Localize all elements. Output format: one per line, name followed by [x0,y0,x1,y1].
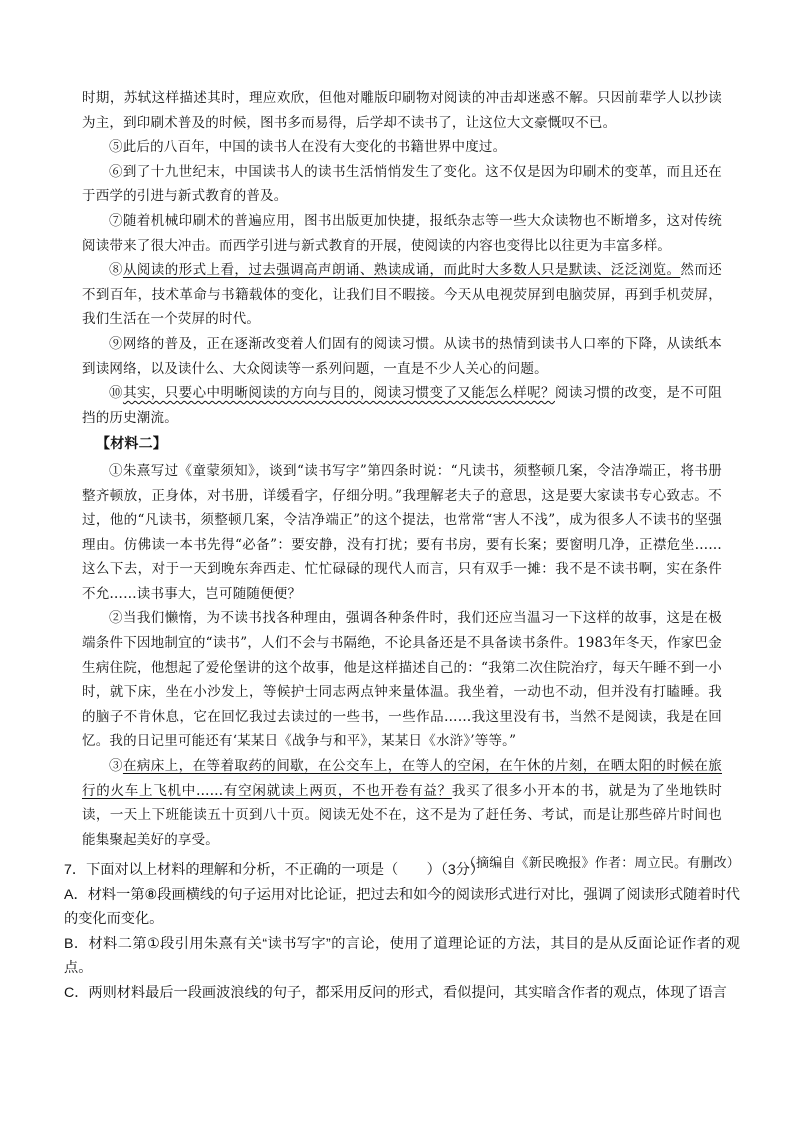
paragraph-10-wavy-sentence: 其实，只要心中明晰阅读的方向与目的，阅读习惯变了又能怎么样呢？ [122,385,555,402]
question-7 [64,858,740,1005]
question-7-option-a[interactable]: A．材料一第⑧段画横线的句子运用对比论证，把过去和如今的阅读形式进行对比，强调了阅读形式随着时代的变化而变化。 [64,886,740,927]
source-citation: （摘编自《新民晚报》作者：周立民。有删改） [462,856,740,872]
paragraph-continuation-line-1: 时期，苏轼这样描述其时，理应欢欣，但他对雕版印刷物对阅读的冲击却迷惑不解。只因前辈学人以抄读为主， [82,90,722,131]
material-two-paragraph-3-marker: ③ [109,758,123,775]
paragraph-8 [82,258,722,332]
question-7-stem: 7．下面对以上材料的理解和分析，不正确的一项是（ ）（3分） [64,862,485,878]
material-two-paragraph-3-wavy-sentence: 在病床上，在等着取药的间歇，在公交车上，在等人的空闲，在午休的片刻，在晒太阳的时候在旅行的火车上飞机中……有空闲就读上两页，不也开卷有益？ [82,758,722,799]
question-7-option-b[interactable]: B．材料二第①段引用朱熹有关“读书写字”的言论，使用了道理论证的方法，其目的是从反面论证作者的观点。 [64,935,740,976]
paragraph-10-rest: 阅读习惯的改变，是不可阻挡的历史潮流。 [82,385,722,426]
paragraph-9: ⑨网络的普及，正在逐渐改变着人们固有的阅读习惯。从读书的热情到读书人口率的下降，从读纸本到读网络，以及读什么、大众阅读等一系列问题，一直是不少人关心的问题。 [82,335,722,377]
question-7-option-c[interactable]: C．两则材料最后一段画波浪线的句子，都采用反问的形式，看似提问，其实暗含作者的观点，体现了语言 [64,984,727,1001]
paragraph-continuation-line-2: 到印刷术普及的时候，图书多而易得，后学却不读书了，让这位大文豪慨叹不已。 [123,114,617,131]
material-two-paragraph-3 [82,754,722,852]
paragraph-5: ⑤此后的八百年，中国的读书人在没有大变化的书籍世界中度过。 [109,139,507,156]
paragraph-10-marker: ⑩ [109,385,123,402]
paragraph-8-rest: 然而还不到百年，技术革命与书籍载体的变化，让我们目不暇接。今天从电视荧屏到电脑荧屏，再到手机荧屏，我们生活在一个荧屏的时代。 [82,262,722,328]
material-two-paragraph-2: ②当我们懒惰，为不读书找各种理由，强调各种条件时，我们还应当温习一下这样的故事，这是在极端条件下因地制宜的“读书”，人们不会与书隔绝，不论具备还是不具备读书条件。1983年冬天，作家巴金生病住院，他想起了爱伦堡讲的这个故事，他是这样描述自己的：“我第二次住院治疗，每天午睡不到一小时，就下床，坐在小沙发上，等候护士同志两点钟来量体温。我坐着，一动也不动，但并没有打瞌睡。我的脑子不肯休息，它在回忆我过去读过的一些书，一些作品……我这里没有书，当然不是阅读，我是在回忆。我的日记里可能还有‘某某日《战争与和平》，某某日《水浒》’等等。” [82,610,722,750]
paragraph-8-marker: ⑧ [109,262,123,279]
paragraph-continuation [82,86,722,135]
paragraph-7: ⑦随着机械印刷术的普遍应用，图书出版更加快捷，报纸杂志等一些大众读物也不断增多，这对传统阅读带来了很大冲击。而西学引进与新式教育的开展，使阅读的内容也变得比以往更为丰富多样。 [82,212,722,254]
material-one-section [82,86,740,877]
material-two-heading: 【材料二】 [96,436,167,453]
material-two-paragraph-1: ①朱熹写过《童蒙须知》，谈到“读书写字”第四条时说：“凡读书，须整顿几案，令洁净端正，将书册整齐顿放，正身体，对书册，详缓看字，仔细分明。”我理解老夫子的意思，这是要大家读书专心致志。不过，他的“凡读书，须整顿几案，令洁净端正”的这个提法，也常常“害人不浅”，成为很多人不读书的坚强理由。仿佛读一本书先得“必备”：要安静，没有打扰；要有书房，要有长案；要窗明几净，正襟危坐……这么下去，对于一天到晚东奔西走、忙忙碌碌的现代人而言，只有双手一摊：我不是不读书啊，实在条件不允……读书事大，岂可随随便便？ [82,462,722,602]
paragraph-6: ⑥到了十九世纪末，中国读书人的读书生活悄悄发生了变化。这不仅是因为印刷术的变革，而且还在于西学的引进与新式教育的普及。 [82,163,722,205]
paragraph-8-underlined-sentence: 从阅读的形式上看，过去强调高声朗诵、熟读成诵，而此时大多数人只是默读、泛泛浏览。 [122,262,681,279]
paragraph-10 [82,381,722,430]
material-two-paragraph-3-rest: 我买了很多小开本的书，就是为了坐地铁时读，一天上下班能读五十页到八十页。阅读无处不在，这不是为了赶任务、考试，而是让那些碎片时间也能集聚起美好的享受。 [82,782,722,848]
